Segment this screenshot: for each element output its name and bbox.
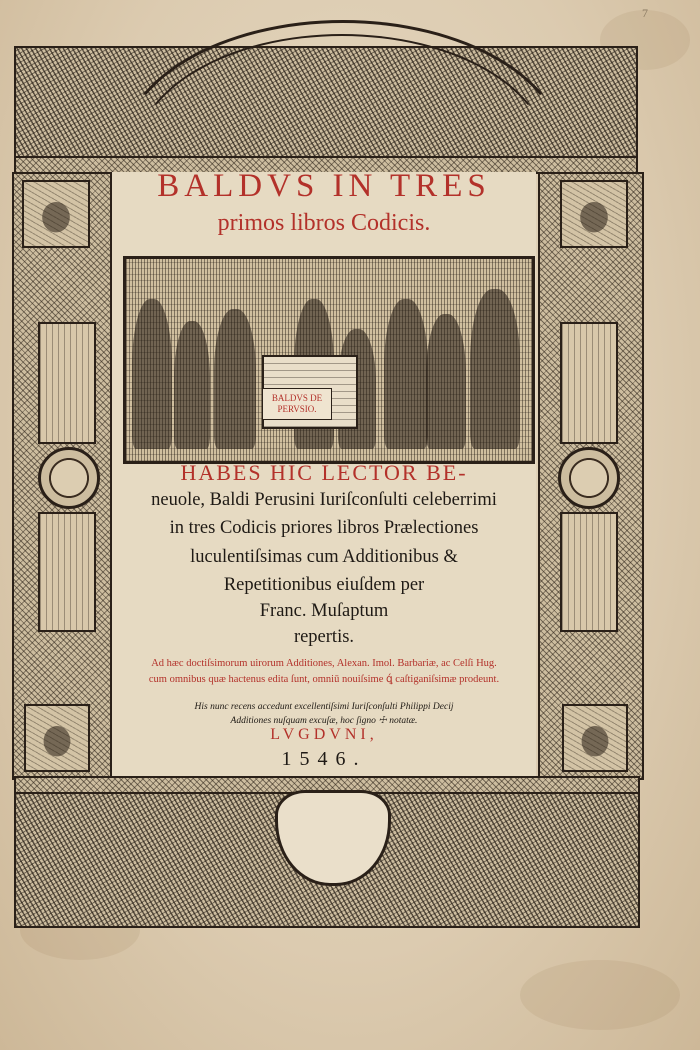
- page-mark: 7: [642, 6, 648, 20]
- body-line-5: Repetitionibus eiuſdem per: [223, 575, 425, 595]
- imprint-place: LVGDVNI,: [270, 726, 378, 743]
- left-medallion: [38, 447, 100, 509]
- left-bottom-portrait: [24, 704, 90, 772]
- additions-note-line-2: cum omnibus quæ hactenus edita ſunt, omniū nouiſsime ꝗ́ caſtiganiſsimæ prodeunt.: [148, 674, 500, 685]
- decius-note-line-2: Additiones nuſquam excuſæ, hoc ſigno ☩ notatæ.: [230, 716, 418, 726]
- woodcut-illustration: [123, 256, 535, 464]
- title-line-2: primos libros Codicis.: [217, 210, 431, 236]
- left-top-portrait: [22, 180, 90, 248]
- decius-note-line-1: His nunc recens accedunt excellentiſsimi Iuriſconſulti Philippi Decij: [194, 702, 454, 712]
- body-line-6: Franc. Muſaptum: [259, 601, 389, 621]
- left-pillar-panel-lower: [38, 512, 96, 632]
- right-top-portrait: [560, 180, 628, 248]
- right-pillar-panel-upper: [560, 322, 618, 444]
- right-pillar-panel-lower: [560, 512, 618, 632]
- left-pillar-panel-upper: [38, 322, 96, 444]
- additions-note-line-1: Ad hæc doctiſsimorum uirorum Additiones, Alexan. Imol. Barbariæ, ac Celſi Hug.: [151, 658, 497, 669]
- body-line-7: repertis.: [293, 627, 355, 647]
- body-line-1: HABES HIC LECTOR BE-: [180, 460, 468, 485]
- woodcut-label: BALDVS DE PERVSIO.: [262, 388, 332, 420]
- title-line-1: BALDVS IN TRES: [157, 168, 491, 204]
- right-bottom-portrait: [562, 704, 628, 772]
- body-line-2: neuole, Baldi Perusini Iuriſconſulti celeberrimi: [151, 490, 497, 510]
- body-line-4: luculentiſsimas cum Additionibus &: [190, 547, 458, 567]
- right-medallion: [558, 447, 620, 509]
- imprint-year: 1546.: [281, 748, 367, 770]
- body-line-3: in tres Codicis priores libros Prælectiones: [169, 518, 479, 538]
